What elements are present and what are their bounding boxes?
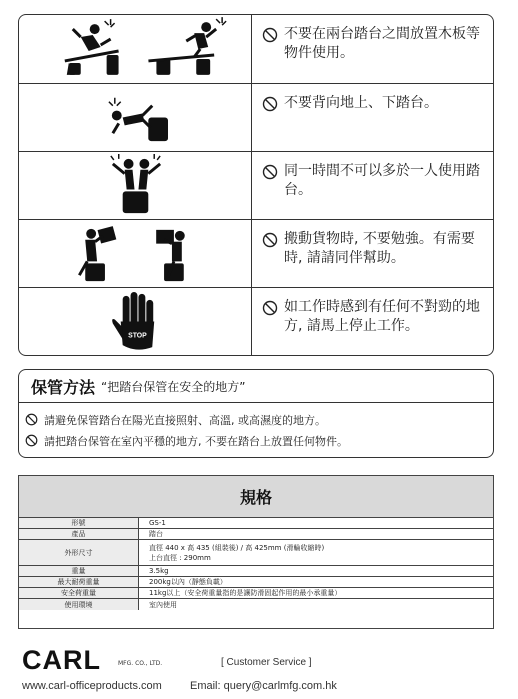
spec-value-line: 3.5kg (149, 567, 169, 575)
warning-row (19, 219, 493, 287)
warning-row (19, 287, 493, 355)
spec-value (139, 599, 493, 610)
spec-value (139, 577, 493, 587)
multiple-people-on-stool-icon (19, 152, 251, 219)
step-down-backwards-pictogram (19, 84, 252, 151)
warning-text-cell (252, 220, 493, 287)
carl-logo: CARL (22, 645, 101, 675)
warnings-table (18, 14, 494, 356)
storage-header (19, 370, 493, 403)
storage-item (25, 409, 487, 430)
storage-title: 保管方法 (31, 377, 96, 397)
two-stools-plank-fall-pictogram (19, 15, 252, 83)
storage-item-text: 請把踏台保管在室內平穩的地方, 不要在踏台上放置任何物件。 (44, 434, 348, 448)
spec-key: 外形尺寸 (19, 540, 139, 565)
storage-section (18, 369, 494, 458)
warning-row (19, 151, 493, 219)
spec-key: 安全荷重量 (19, 588, 139, 598)
storage-item (25, 430, 487, 451)
spec-row-safe-load (19, 588, 493, 599)
spec-key: 最大耐荷重量 (19, 577, 139, 587)
spec-value (139, 540, 493, 565)
prohibited-icon (25, 413, 38, 426)
spec-row-max-load (19, 577, 493, 588)
storage-list (19, 403, 493, 451)
spec-value (139, 588, 493, 598)
spec-key: 形號 (19, 518, 139, 528)
spec-row-dimensions (19, 540, 493, 566)
storage-subtitle: “把踏台保管在安全的地方” (101, 379, 246, 394)
spec-value-line: 上台直徑 : 290mm (149, 553, 211, 562)
prohibited-icon (262, 232, 278, 248)
spec-key: 重量 (19, 566, 139, 576)
warning-text: 如工作時感到有任何不對勁的地方, 請馬上停止工作。 (284, 299, 480, 334)
carrying-heavy-goods-pictogram (19, 220, 252, 287)
spec-header (19, 476, 493, 518)
warning-row (19, 15, 493, 83)
warning-text-cell (252, 288, 493, 355)
spec-value-line: 踏台 (149, 530, 163, 538)
prohibited-icon (25, 434, 38, 447)
warning-row (19, 83, 493, 151)
website-link[interactable]: www.carl-officeproducts.com (22, 680, 162, 692)
spec-row-environment (19, 599, 493, 610)
warning-text: 搬動貨物時, 不要勉強。有需要時, 請請同伴幫助。 (284, 231, 475, 266)
spec-value-line: GS-1 (149, 519, 166, 527)
prohibited-icon (262, 27, 278, 43)
warning-text: 不要背向地上、下踏台。 (284, 95, 438, 111)
spec-title: 規格 (239, 488, 272, 507)
spec-table (18, 475, 494, 629)
spec-value (139, 529, 493, 539)
spec-key: 使用環境 (19, 599, 139, 610)
warning-text-cell (252, 15, 493, 83)
carrying-heavy-goods-icon (19, 220, 251, 287)
spec-row-weight (19, 566, 493, 577)
prohibited-icon (262, 300, 278, 316)
spec-value-line: 室內使用 (149, 600, 177, 609)
spec-value (139, 518, 493, 528)
multiple-people-on-stool-pictogram (19, 152, 252, 219)
spec-value-line: 200kg以內（靜態負載） (149, 578, 227, 586)
warning-text: 同一時間不可以多於一人使用踏台。 (284, 163, 480, 198)
stop-hand-icon (19, 288, 251, 355)
spec-key: 產品 (19, 529, 139, 539)
spec-value-line: 11kg以上（安全荷重量指的是讓防滑固起作用的最小承重量） (149, 589, 342, 597)
two-stools-plank-fall-icon (19, 15, 251, 83)
company-suffix: MFG. CO., LTD. (118, 660, 163, 667)
storage-item-text: 請避免保管踏台在陽光直接照射、高溫, 或高濕度的地方。 (44, 413, 326, 427)
spec-value-line: 直徑 440 x 高 435 (組裝後) / 高 425mm (滑輪收縮時) (149, 543, 325, 552)
footer (18, 645, 498, 695)
prohibited-icon (262, 96, 278, 112)
warning-text-cell (252, 84, 493, 151)
spec-row-product (19, 529, 493, 540)
stop-label: STOP (128, 332, 147, 340)
spec-value (139, 566, 493, 576)
customer-service-label: [ Customer Service ] (221, 657, 312, 668)
spec-row-model (19, 518, 493, 529)
email-contact[interactable]: Email: query@carlmfg.com.hk (190, 680, 337, 692)
prohibited-icon (262, 164, 278, 180)
warning-text-cell (252, 152, 493, 219)
warning-text: 不要在兩台踏台之間放置木板等物件使用。 (284, 26, 480, 61)
step-down-backwards-icon (19, 84, 251, 151)
stop-hand-pictogram (19, 288, 252, 355)
